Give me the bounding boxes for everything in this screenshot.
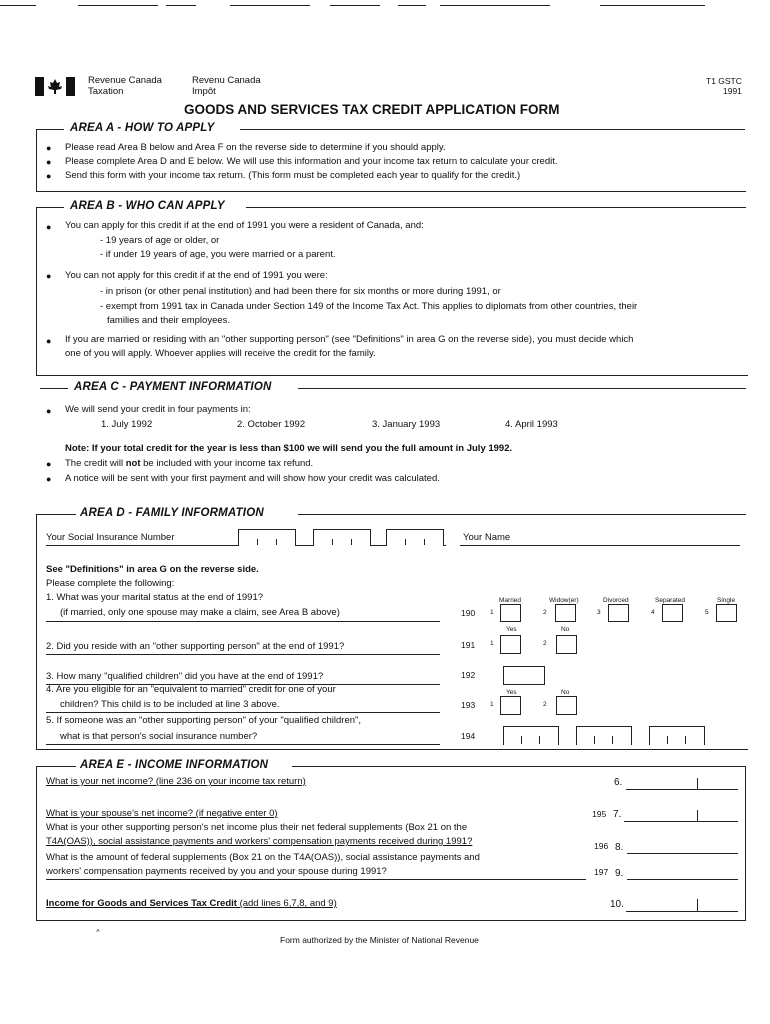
q3-count-box[interactable] [503, 666, 545, 685]
line-10-field[interactable] [626, 911, 738, 912]
sin-label: Your Social Insurance Number [46, 532, 175, 543]
line-9-field[interactable] [627, 879, 738, 880]
line-8-number: 8. [615, 842, 624, 853]
status-divorced-box[interactable] [608, 604, 629, 622]
payment-3: 3. January 1993 [372, 419, 441, 430]
q4-yes-box[interactable] [500, 696, 521, 715]
q5-line-code: 194 [461, 731, 476, 741]
q4-line-code: 193 [461, 700, 476, 710]
area-c-heading: AREA C - PAYMENT INFORMATION [74, 381, 272, 393]
line-9-code: 197 [594, 867, 609, 877]
q4-no-label: No [561, 689, 570, 696]
line-6-field[interactable] [626, 789, 738, 790]
q5-sin-field-1[interactable] [503, 726, 559, 745]
area-c-bullet-2: The credit will not be included with your income tax refund. [65, 458, 314, 469]
payment-2: 2. October 1992 [237, 419, 306, 430]
q4-yes-label: Yes [506, 689, 517, 696]
area-b-bullet-3: If you are married or residing with an "other supporting person" (see "Definitions" in area G on the reverse side), you must decide which [65, 334, 634, 345]
sin-field-1[interactable] [238, 529, 296, 546]
q1-text: 1. What was your marital status at the end of 1991? [46, 592, 264, 603]
sin-field-3[interactable] [386, 529, 444, 546]
line-7-code: 195 [592, 809, 607, 819]
q4-no-box[interactable] [556, 696, 577, 715]
status-widower-box[interactable] [555, 604, 576, 622]
area-a-bullet-3: Send this form with your income tax return. (This form must be completed each year to qualify for the credit.) [65, 170, 521, 181]
area-a-heading: AREA A - HOW TO APPLY [70, 122, 215, 134]
area-b-bullet-2: You can not apply for this credit if at the end of 1991 you were: [65, 270, 328, 281]
q2-yes-box[interactable] [500, 635, 521, 654]
status-separated-box[interactable] [662, 604, 683, 622]
footer-note: Form authorized by the Minister of National Revenue [280, 935, 479, 945]
form-title: GOODS AND SERVICES TAX CREDIT APPLICATION FORM [184, 102, 560, 117]
area-b-sub-4: - exempt from 1991 tax in Canada under Section 149 of the Income Tax Act. This applies to diplomats from other countries, their [100, 301, 638, 312]
line-7-number: 7. [613, 809, 622, 820]
area-b-sub-5: families and their employees. [107, 315, 231, 326]
area-b-sub-2: - if under 19 years of age, you were married or a parent. [100, 249, 336, 260]
line-8-field[interactable] [627, 853, 738, 854]
area-b-sub-1: - 19 years of age or older, or [100, 235, 220, 246]
q3-text: 3. How many "qualified children" did you have at the end of 1991? [46, 671, 324, 682]
q2-line-code: 191 [461, 640, 476, 650]
area-b-bullet-1: You can apply for this credit if at the end of 1991 you were a resident of Canada, and: [65, 220, 424, 231]
line-10-label: Income for Goods and Services Tax Credit (add lines 6,7,8, and 9) [46, 898, 337, 909]
q1-note: (if married, only one spouse may make a claim, see Area B above) [60, 607, 340, 618]
see-definitions: See "Definitions" in area G on the reverse side. [46, 564, 259, 575]
q4-text: 4. Are you eligible for an "equivalent to married" credit for one of your [46, 684, 336, 695]
q5-text: 5. If someone was an "other supporting person" of your "qualified children", [46, 715, 362, 726]
area-d-heading: AREA D - FAMILY INFORMATION [80, 507, 264, 519]
status-label-single: Single [717, 597, 736, 604]
q3-line-code: 192 [461, 670, 476, 680]
line-8-label: What is your other supporting person's net income plus their net federal supplements (Box 21 on the [46, 822, 468, 833]
q4-text-cont: children? This child is to be included at line 3 above. [60, 699, 280, 710]
sin-field-2[interactable] [313, 529, 371, 546]
line-9-label: What is the amount of federal supplements (Box 21 on the T4A(OAS)), social assistance payments and [46, 852, 480, 863]
q2-text: 2. Did you reside with an "other supporting person" at the end of 1991? [46, 641, 345, 652]
canada-flag-logo [35, 77, 75, 96]
line-8-code: 196 [594, 841, 609, 851]
q5-sin-field-2[interactable] [576, 726, 632, 745]
q2-no-label: No [561, 626, 570, 633]
payment-1: 1. July 1992 [101, 419, 153, 430]
status-label-married: Married [499, 597, 522, 604]
agency-en: Revenue Canada [88, 75, 162, 86]
area-e-heading: AREA E - INCOME INFORMATION [80, 759, 269, 771]
status-label-divorced: Divorced [603, 597, 629, 604]
line-10-number: 10. [610, 899, 624, 910]
line-6-label: What is your net income? (line 236 on your income tax return) [46, 776, 306, 787]
please-complete: Please complete the following: [46, 578, 175, 589]
area-a-bullet-2: Please complete Area D and E below. We will use this information and your income tax return to calculate your credit. [65, 156, 558, 167]
line-7-label: What is your spouse's net income? (if negative enter 0) [46, 808, 278, 819]
status-married-box[interactable] [500, 604, 521, 622]
status-label-separated: Separated [655, 597, 685, 604]
area-b-bullet-3-cont: one of you will apply. Whoever applies will receive the credit for the family. [65, 348, 376, 359]
agency-fr: Revenu Canada [192, 75, 261, 86]
area-c-bullet-3: A notice will be sent with your first payment and will show how your credit was calculated. [65, 473, 440, 484]
q5-text-cont: what is that person's social insurance number? [60, 731, 258, 742]
agency-fr-sub: Impôt [192, 86, 216, 97]
name-label: Your Name [463, 532, 511, 543]
line-8-label-cont: T4A(OAS)), social assistance payments and workers' compensation payments received during 1991? [46, 836, 473, 847]
agency-en-sub: Taxation [88, 86, 124, 97]
q1-line-code: 190 [461, 608, 476, 618]
area-c-note: Note: If your total credit for the year is less than $100 we will send you the full amount in July 1992. [65, 443, 513, 454]
line-9-label-cont: workers' compensation payments received by you and your spouse during 1991? [46, 866, 387, 877]
area-b-sub-3: - in prison (or other penal institution) and had been there for six months or more during 1991, or [100, 286, 501, 297]
q2-no-box[interactable] [556, 635, 577, 654]
area-a-bullet-1: Please read Area B below and Area F on the reverse side to determine if you should apply. [65, 142, 446, 153]
line-7-field[interactable] [624, 821, 738, 822]
status-single-box[interactable] [716, 604, 737, 622]
name-field[interactable] [460, 545, 740, 546]
area-b-heading: AREA B - WHO CAN APPLY [70, 200, 225, 212]
q2-yes-label: Yes [506, 626, 517, 633]
status-label-widower: Widow(er) [549, 597, 579, 604]
form-code: T1 GSTC [706, 76, 742, 86]
q5-sin-field-3[interactable] [649, 726, 705, 745]
form-year: 1991 [723, 86, 742, 96]
line-9-number: 9. [615, 868, 624, 879]
payment-4: 4. April 1993 [505, 419, 558, 430]
line-6-number: 6. [614, 777, 623, 788]
area-c-intro: We will send your credit in four payments in: [65, 404, 251, 415]
